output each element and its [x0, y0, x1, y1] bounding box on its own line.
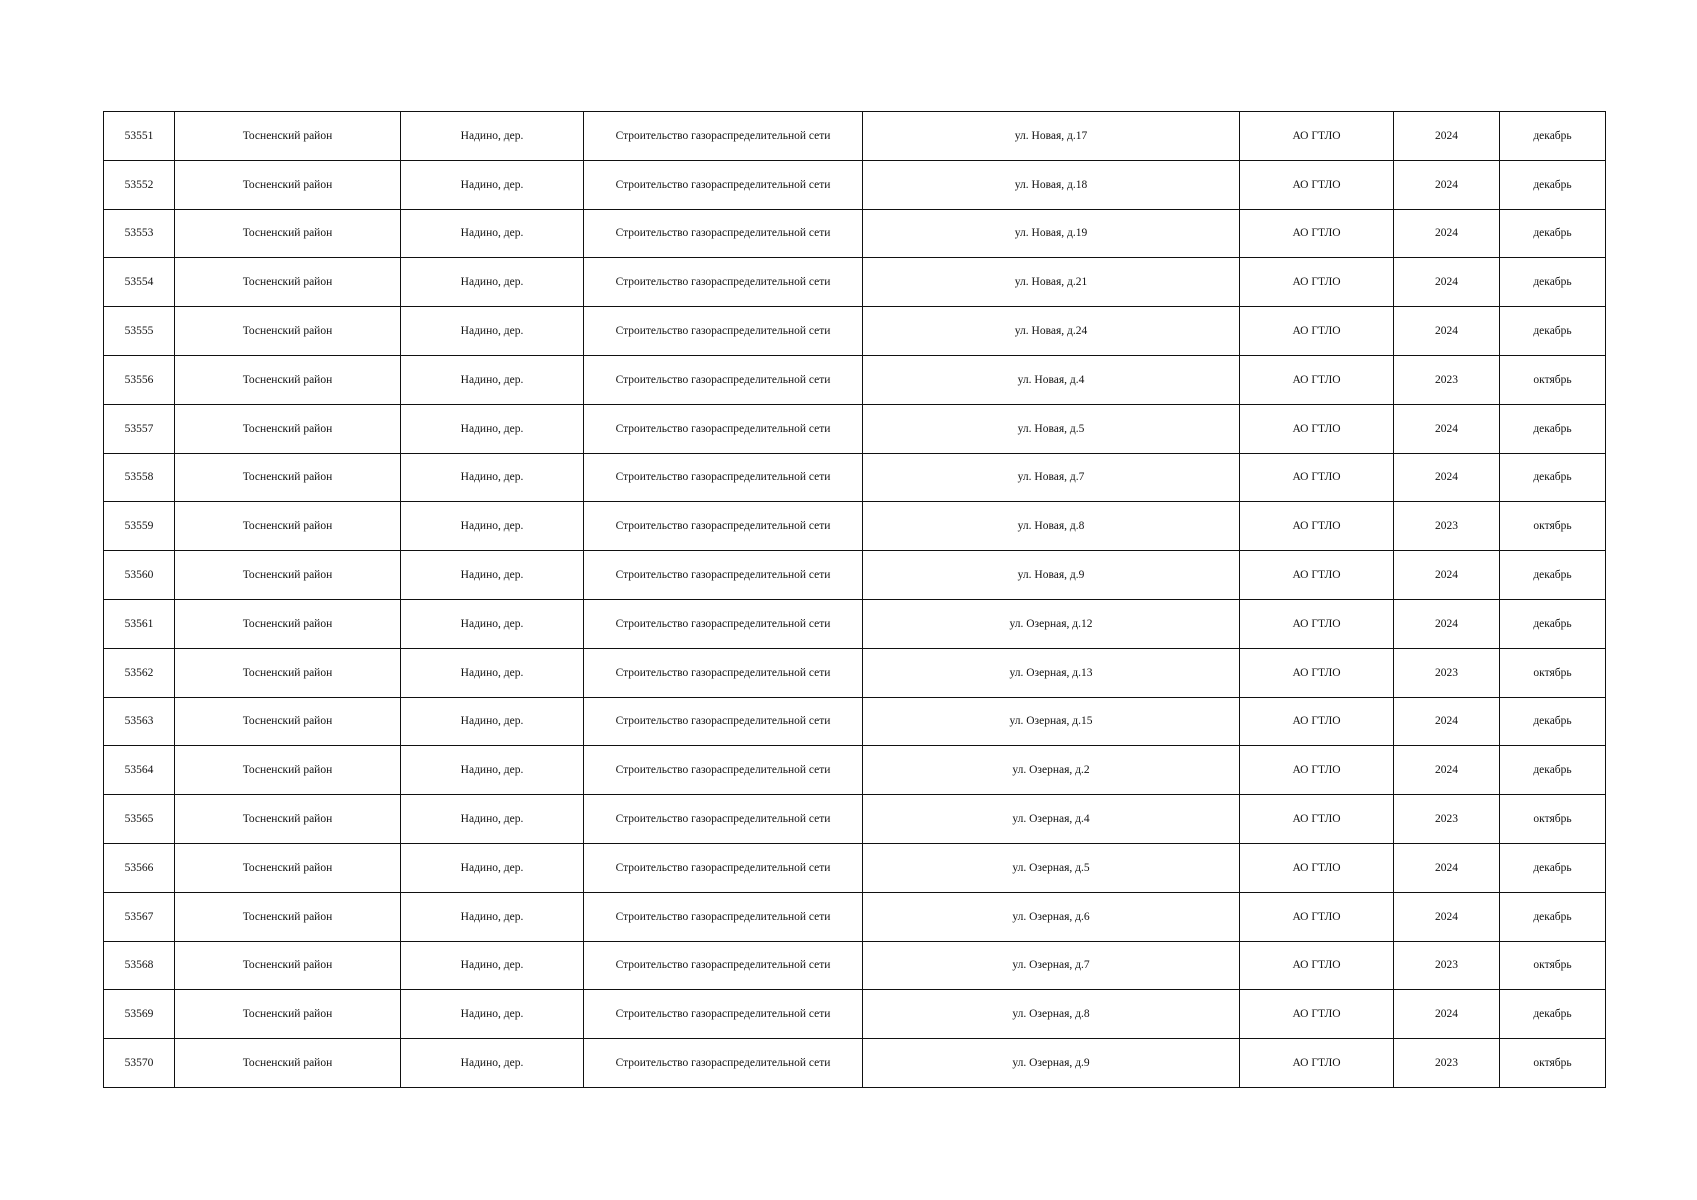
cell-organization: АО ГТЛО	[1240, 697, 1394, 746]
cell-address: ул. Озерная, д.12	[863, 599, 1240, 648]
cell-year: 2023	[1394, 941, 1500, 990]
cell-year: 2024	[1394, 892, 1500, 941]
cell-id: 53562	[104, 648, 175, 697]
cell-district: Тосненский район	[175, 307, 401, 356]
cell-work-type: Строительство газораспределительной сети	[584, 209, 863, 258]
cell-district: Тосненский район	[175, 258, 401, 307]
cell-address: ул. Новая, д.19	[863, 209, 1240, 258]
cell-month: декабрь	[1500, 551, 1606, 600]
table-row	[104, 1039, 1606, 1088]
table-row	[104, 990, 1606, 1039]
cell-work-type: Строительство газораспределительной сети	[584, 160, 863, 209]
cell-address: ул. Новая, д.8	[863, 502, 1240, 551]
cell-address: ул. Новая, д.4	[863, 355, 1240, 404]
cell-year: 2023	[1394, 648, 1500, 697]
cell-year: 2023	[1394, 355, 1500, 404]
cell-work-type: Строительство газораспределительной сети	[584, 404, 863, 453]
cell-year: 2024	[1394, 599, 1500, 648]
cell-id: 53563	[104, 697, 175, 746]
cell-organization: АО ГТЛО	[1240, 648, 1394, 697]
cell-address: ул. Озерная, д.6	[863, 892, 1240, 941]
cell-year: 2024	[1394, 746, 1500, 795]
cell-month: октябрь	[1500, 795, 1606, 844]
cell-work-type: Строительство газораспределительной сети	[584, 892, 863, 941]
table-row	[104, 599, 1606, 648]
cell-district: Тосненский район	[175, 892, 401, 941]
cell-id: 53552	[104, 160, 175, 209]
cell-month: октябрь	[1500, 502, 1606, 551]
cell-organization: АО ГТЛО	[1240, 941, 1394, 990]
cell-year: 2024	[1394, 551, 1500, 600]
table-body	[104, 112, 1606, 1088]
table-row	[104, 404, 1606, 453]
cell-year: 2024	[1394, 453, 1500, 502]
cell-work-type: Строительство газораспределительной сети	[584, 551, 863, 600]
cell-id: 53566	[104, 843, 175, 892]
cell-locality: Надино, дер.	[401, 307, 584, 356]
cell-organization: АО ГТЛО	[1240, 453, 1394, 502]
cell-district: Тосненский район	[175, 697, 401, 746]
cell-organization: АО ГТЛО	[1240, 746, 1394, 795]
cell-year: 2023	[1394, 502, 1500, 551]
table-row	[104, 648, 1606, 697]
table-row	[104, 892, 1606, 941]
cell-id: 53560	[104, 551, 175, 600]
cell-locality: Надино, дер.	[401, 209, 584, 258]
cell-organization: АО ГТЛО	[1240, 843, 1394, 892]
cell-locality: Надино, дер.	[401, 502, 584, 551]
table-row	[104, 307, 1606, 356]
cell-locality: Надино, дер.	[401, 941, 584, 990]
cell-organization: АО ГТЛО	[1240, 892, 1394, 941]
cell-month: декабрь	[1500, 112, 1606, 161]
table-row	[104, 551, 1606, 600]
table-row	[104, 746, 1606, 795]
cell-district: Тосненский район	[175, 209, 401, 258]
cell-year: 2024	[1394, 258, 1500, 307]
cell-locality: Надино, дер.	[401, 746, 584, 795]
cell-month: декабрь	[1500, 307, 1606, 356]
cell-locality: Надино, дер.	[401, 453, 584, 502]
cell-organization: АО ГТЛО	[1240, 112, 1394, 161]
cell-work-type: Строительство газораспределительной сети	[584, 307, 863, 356]
cell-address: ул. Озерная, д.7	[863, 941, 1240, 990]
cell-year: 2024	[1394, 307, 1500, 356]
cell-work-type: Строительство газораспределительной сети	[584, 746, 863, 795]
cell-id: 53553	[104, 209, 175, 258]
cell-month: декабрь	[1500, 843, 1606, 892]
cell-organization: АО ГТЛО	[1240, 355, 1394, 404]
cell-district: Тосненский район	[175, 453, 401, 502]
cell-year: 2024	[1394, 843, 1500, 892]
cell-month: декабрь	[1500, 404, 1606, 453]
table-row	[104, 697, 1606, 746]
cell-locality: Надино, дер.	[401, 1039, 584, 1088]
cell-locality: Надино, дер.	[401, 112, 584, 161]
cell-month: октябрь	[1500, 648, 1606, 697]
cell-id: 53554	[104, 258, 175, 307]
cell-year: 2024	[1394, 404, 1500, 453]
cell-month: декабрь	[1500, 697, 1606, 746]
cell-district: Тосненский район	[175, 746, 401, 795]
cell-id: 53565	[104, 795, 175, 844]
table-row	[104, 453, 1606, 502]
cell-locality: Надино, дер.	[401, 258, 584, 307]
cell-work-type: Строительство газораспределительной сети	[584, 843, 863, 892]
table-row	[104, 502, 1606, 551]
cell-year: 2024	[1394, 209, 1500, 258]
cell-year: 2024	[1394, 697, 1500, 746]
cell-address: ул. Новая, д.5	[863, 404, 1240, 453]
cell-district: Тосненский район	[175, 1039, 401, 1088]
gasification-table	[103, 111, 1606, 1088]
cell-id: 53555	[104, 307, 175, 356]
cell-locality: Надино, дер.	[401, 990, 584, 1039]
cell-id: 53559	[104, 502, 175, 551]
cell-address: ул. Озерная, д.13	[863, 648, 1240, 697]
cell-address: ул. Новая, д.7	[863, 453, 1240, 502]
cell-district: Тосненский район	[175, 648, 401, 697]
cell-district: Тосненский район	[175, 551, 401, 600]
cell-locality: Надино, дер.	[401, 599, 584, 648]
cell-address: ул. Озерная, д.4	[863, 795, 1240, 844]
cell-month: декабрь	[1500, 209, 1606, 258]
cell-locality: Надино, дер.	[401, 160, 584, 209]
cell-organization: АО ГТЛО	[1240, 160, 1394, 209]
cell-month: декабрь	[1500, 453, 1606, 502]
cell-address: ул. Озерная, д.2	[863, 746, 1240, 795]
cell-id: 53569	[104, 990, 175, 1039]
cell-id: 53567	[104, 892, 175, 941]
cell-district: Тосненский район	[175, 599, 401, 648]
cell-organization: АО ГТЛО	[1240, 795, 1394, 844]
cell-district: Тосненский район	[175, 502, 401, 551]
cell-year: 2024	[1394, 112, 1500, 161]
cell-work-type: Строительство газораспределительной сети	[584, 355, 863, 404]
cell-organization: АО ГТЛО	[1240, 990, 1394, 1039]
cell-work-type: Строительство газораспределительной сети	[584, 1039, 863, 1088]
cell-id: 53556	[104, 355, 175, 404]
cell-work-type: Строительство газораспределительной сети	[584, 697, 863, 746]
cell-locality: Надино, дер.	[401, 355, 584, 404]
cell-organization: АО ГТЛО	[1240, 502, 1394, 551]
cell-locality: Надино, дер.	[401, 697, 584, 746]
cell-id: 53561	[104, 599, 175, 648]
table-row	[104, 355, 1606, 404]
cell-organization: АО ГТЛО	[1240, 209, 1394, 258]
cell-id: 53568	[104, 941, 175, 990]
cell-work-type: Строительство газораспределительной сети	[584, 990, 863, 1039]
cell-id: 53564	[104, 746, 175, 795]
cell-month: декабрь	[1500, 746, 1606, 795]
cell-year: 2024	[1394, 990, 1500, 1039]
cell-month: октябрь	[1500, 1039, 1606, 1088]
cell-id: 53557	[104, 404, 175, 453]
cell-year: 2023	[1394, 1039, 1500, 1088]
cell-month: октябрь	[1500, 941, 1606, 990]
table-row	[104, 258, 1606, 307]
cell-work-type: Строительство газораспределительной сети	[584, 112, 863, 161]
cell-year: 2024	[1394, 160, 1500, 209]
cell-work-type: Строительство газораспределительной сети	[584, 258, 863, 307]
cell-address: ул. Новая, д.9	[863, 551, 1240, 600]
cell-locality: Надино, дер.	[401, 843, 584, 892]
cell-organization: АО ГТЛО	[1240, 1039, 1394, 1088]
cell-address: ул. Новая, д.17	[863, 112, 1240, 161]
cell-district: Тосненский район	[175, 112, 401, 161]
cell-district: Тосненский район	[175, 795, 401, 844]
cell-locality: Надино, дер.	[401, 892, 584, 941]
cell-month: октябрь	[1500, 355, 1606, 404]
cell-district: Тосненский район	[175, 941, 401, 990]
cell-work-type: Строительство газораспределительной сети	[584, 795, 863, 844]
cell-organization: АО ГТЛО	[1240, 404, 1394, 453]
cell-year: 2023	[1394, 795, 1500, 844]
cell-month: декабрь	[1500, 258, 1606, 307]
cell-work-type: Строительство газораспределительной сети	[584, 453, 863, 502]
cell-locality: Надино, дер.	[401, 404, 584, 453]
cell-address: ул. Озерная, д.15	[863, 697, 1240, 746]
cell-district: Тосненский район	[175, 404, 401, 453]
cell-address: ул. Озерная, д.5	[863, 843, 1240, 892]
cell-address: ул. Озерная, д.9	[863, 1039, 1240, 1088]
cell-month: декабрь	[1500, 892, 1606, 941]
cell-address: ул. Новая, д.21	[863, 258, 1240, 307]
cell-id: 53551	[104, 112, 175, 161]
cell-work-type: Строительство газораспределительной сети	[584, 599, 863, 648]
table-row	[104, 941, 1606, 990]
cell-locality: Надино, дер.	[401, 648, 584, 697]
cell-locality: Надино, дер.	[401, 551, 584, 600]
cell-id: 53558	[104, 453, 175, 502]
cell-address: ул. Новая, д.24	[863, 307, 1240, 356]
cell-work-type: Строительство газораспределительной сети	[584, 941, 863, 990]
cell-address: ул. Новая, д.18	[863, 160, 1240, 209]
table-row	[104, 209, 1606, 258]
cell-district: Тосненский район	[175, 843, 401, 892]
cell-address: ул. Озерная, д.8	[863, 990, 1240, 1039]
cell-organization: АО ГТЛО	[1240, 599, 1394, 648]
cell-district: Тосненский район	[175, 355, 401, 404]
cell-locality: Надино, дер.	[401, 795, 584, 844]
cell-organization: АО ГТЛО	[1240, 307, 1394, 356]
cell-month: декабрь	[1500, 160, 1606, 209]
cell-month: декабрь	[1500, 990, 1606, 1039]
cell-id: 53570	[104, 1039, 175, 1088]
cell-month: декабрь	[1500, 599, 1606, 648]
cell-organization: АО ГТЛО	[1240, 551, 1394, 600]
cell-work-type: Строительство газораспределительной сети	[584, 648, 863, 697]
cell-district: Тосненский район	[175, 990, 401, 1039]
table-row	[104, 843, 1606, 892]
table-row	[104, 160, 1606, 209]
table-row	[104, 795, 1606, 844]
cell-work-type: Строительство газораспределительной сети	[584, 502, 863, 551]
table-row	[104, 112, 1606, 161]
cell-district: Тосненский район	[175, 160, 401, 209]
cell-organization: АО ГТЛО	[1240, 258, 1394, 307]
